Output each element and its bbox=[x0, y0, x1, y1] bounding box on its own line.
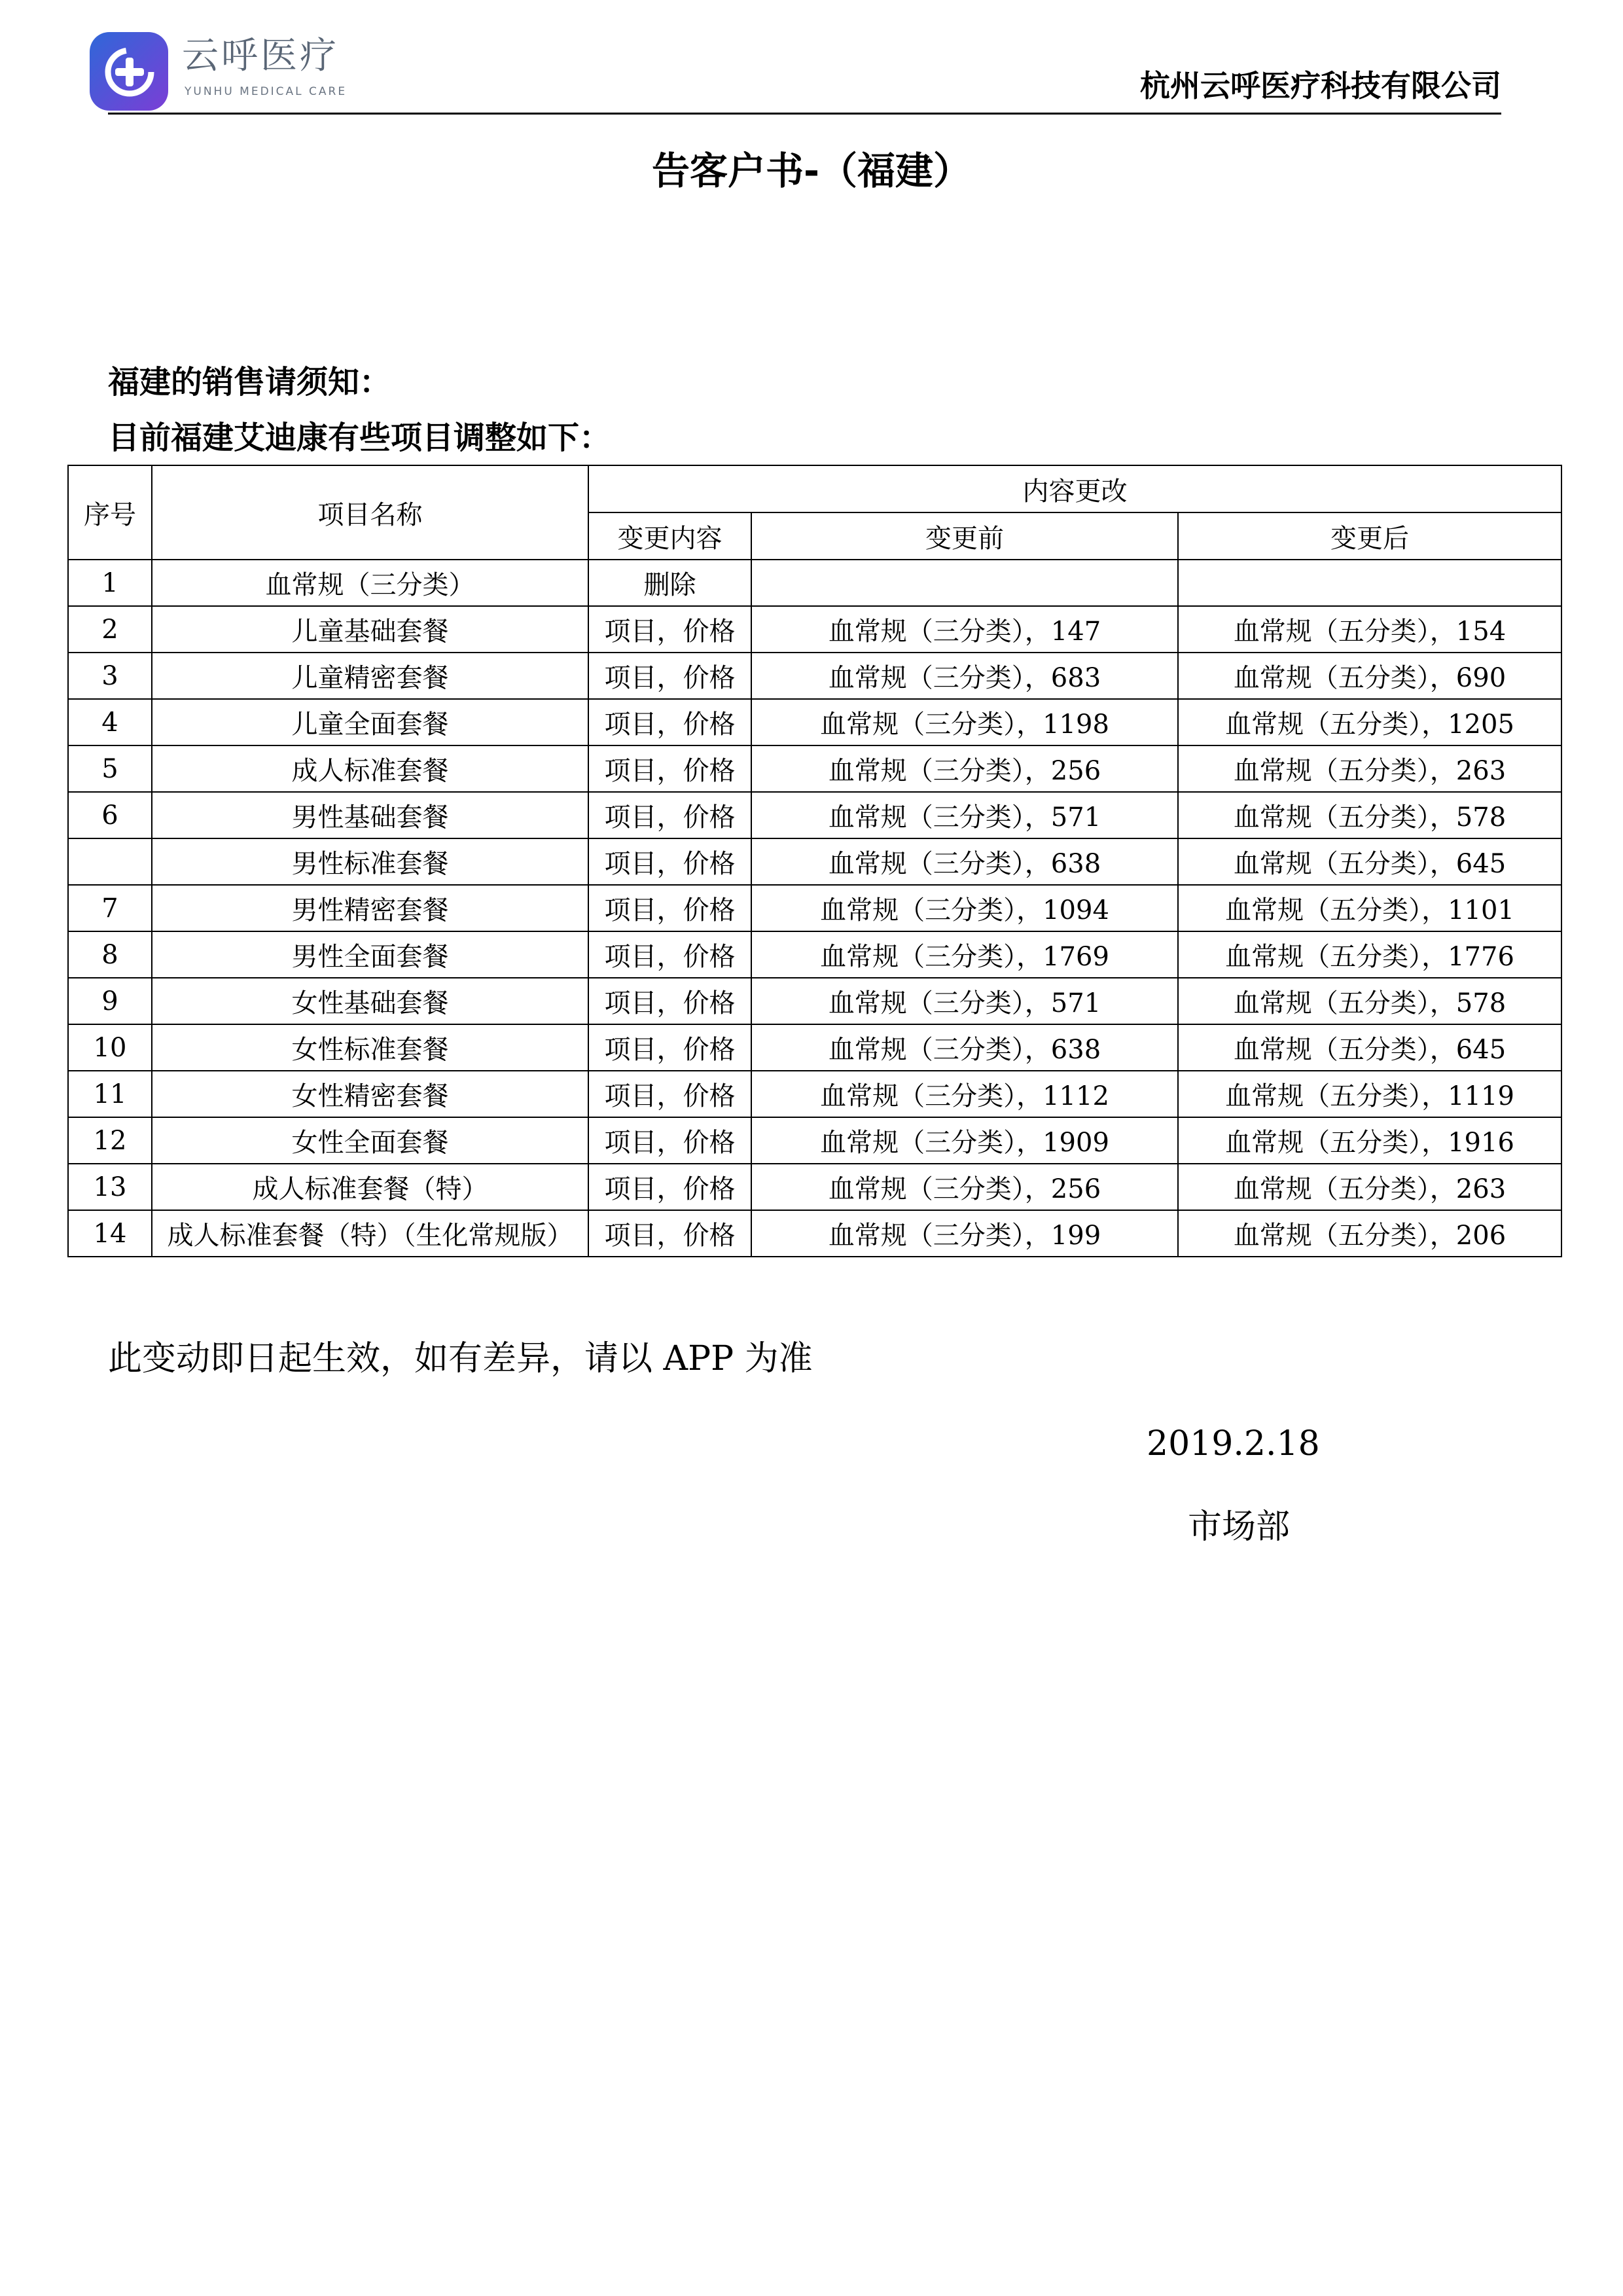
table-row bbox=[68, 792, 1561, 838]
cell-item-name: 成人标准套餐（特）（生化常规版） bbox=[152, 1210, 588, 1257]
document-title: 告客户书-（福建） bbox=[651, 149, 972, 193]
cell-before: 血常规（三分类），1909 bbox=[751, 1117, 1178, 1164]
cell-before: 血常规（三分类），1112 bbox=[751, 1071, 1178, 1117]
table-row bbox=[68, 978, 1561, 1024]
header-divider bbox=[108, 113, 1501, 115]
cell-before: 血常规（三分类），256 bbox=[751, 1164, 1178, 1210]
cell-after: 血常规（五分类），690 bbox=[1178, 653, 1561, 699]
cell-item-name: 男性基础套餐 bbox=[152, 792, 588, 838]
cell-change-content: 项目，价格 bbox=[588, 699, 751, 745]
logo-text-en: YUNHU MEDICAL CARE bbox=[185, 85, 348, 98]
cell-item-name: 血常规（三分类） bbox=[152, 560, 588, 606]
table-row bbox=[68, 653, 1561, 699]
cell-index: 12 bbox=[68, 1117, 152, 1164]
table-row bbox=[68, 838, 1561, 885]
logo-text-cn: 云呼医疗 bbox=[182, 35, 339, 77]
table-row bbox=[68, 606, 1561, 653]
cell-item-name: 儿童基础套餐 bbox=[152, 606, 588, 653]
cell-before: 血常规（三分类），638 bbox=[751, 838, 1178, 885]
cell-change-content: 项目，价格 bbox=[588, 1117, 751, 1164]
cell-index: 13 bbox=[68, 1164, 152, 1210]
cell-before: 血常规（三分类），638 bbox=[751, 1024, 1178, 1071]
department-signature: 市场部 bbox=[1188, 1507, 1291, 1547]
cell-change-content: 项目，价格 bbox=[588, 885, 751, 931]
cell-after: 血常规（五分类），263 bbox=[1178, 1164, 1561, 1210]
notice-line-2: 目前福建艾迪康有些项目调整如下： bbox=[108, 420, 611, 456]
cell-item-name: 男性全面套餐 bbox=[152, 931, 588, 978]
cell-index: 2 bbox=[68, 606, 152, 653]
header-before: 变更前 bbox=[751, 512, 1178, 560]
cell-after bbox=[1178, 560, 1561, 606]
cell-after: 血常规（五分类），645 bbox=[1178, 838, 1561, 885]
cell-index: 6 bbox=[68, 792, 152, 838]
table-header-row bbox=[68, 465, 1561, 512]
cell-index bbox=[68, 838, 152, 885]
cell-change-content: 项目，价格 bbox=[588, 1210, 751, 1257]
table-row bbox=[68, 885, 1561, 931]
cell-change-content: 项目，价格 bbox=[588, 1071, 751, 1117]
table-row bbox=[68, 931, 1561, 978]
cell-item-name: 儿童全面套餐 bbox=[152, 699, 588, 745]
table-row bbox=[68, 1024, 1561, 1071]
cell-change-content: 删除 bbox=[588, 560, 751, 606]
cell-before bbox=[751, 560, 1178, 606]
cell-before: 血常规（三分类），571 bbox=[751, 792, 1178, 838]
cell-before: 血常规（三分类），571 bbox=[751, 978, 1178, 1024]
table-row bbox=[68, 1071, 1561, 1117]
cell-change-content: 项目，价格 bbox=[588, 1164, 751, 1210]
cell-change-content: 项目，价格 bbox=[588, 931, 751, 978]
cell-item-name: 女性全面套餐 bbox=[152, 1117, 588, 1164]
cell-item-name: 男性标准套餐 bbox=[152, 838, 588, 885]
cell-item-name: 成人标准套餐（特） bbox=[152, 1164, 588, 1210]
cell-index: 10 bbox=[68, 1024, 152, 1071]
cell-change-content: 项目，价格 bbox=[588, 1024, 751, 1071]
cell-before: 血常规（三分类），256 bbox=[751, 745, 1178, 792]
cell-index: 9 bbox=[68, 978, 152, 1024]
cell-change-content: 项目，价格 bbox=[588, 653, 751, 699]
table-row bbox=[68, 1164, 1561, 1210]
cell-item-name: 女性标准套餐 bbox=[152, 1024, 588, 1071]
cell-after: 血常规（五分类），154 bbox=[1178, 606, 1561, 653]
cell-index: 3 bbox=[68, 653, 152, 699]
cell-item-name: 女性基础套餐 bbox=[152, 978, 588, 1024]
table-row bbox=[68, 699, 1561, 745]
cell-after: 血常规（五分类），1916 bbox=[1178, 1117, 1561, 1164]
cell-after: 血常规（五分类），1205 bbox=[1178, 699, 1561, 745]
cell-change-content: 项目，价格 bbox=[588, 978, 751, 1024]
cell-index: 8 bbox=[68, 931, 152, 978]
cell-change-content: 项目，价格 bbox=[588, 792, 751, 838]
cell-after: 血常规（五分类），578 bbox=[1178, 792, 1561, 838]
cell-index: 11 bbox=[68, 1071, 152, 1117]
cell-after: 血常规（五分类），1776 bbox=[1178, 931, 1561, 978]
header-change-group: 内容更改 bbox=[588, 465, 1561, 512]
cell-after: 血常规（五分类），578 bbox=[1178, 978, 1561, 1024]
cell-after: 血常规（五分类），1101 bbox=[1178, 885, 1561, 931]
cell-index: 1 bbox=[68, 560, 152, 606]
cell-change-content: 项目，价格 bbox=[588, 745, 751, 792]
header-change-content: 变更内容 bbox=[588, 512, 751, 560]
company-name: 杭州云呼医疗科技有限公司 bbox=[1140, 68, 1501, 103]
cell-before: 血常规（三分类），147 bbox=[751, 606, 1178, 653]
effective-notice: 此变动即日起生效，如有差异，请以 APP 为准 bbox=[108, 1339, 813, 1378]
cell-index: 14 bbox=[68, 1210, 152, 1257]
table-row bbox=[68, 560, 1561, 606]
cell-before: 血常规（三分类），1094 bbox=[751, 885, 1178, 931]
yunhu-logo-icon bbox=[88, 30, 170, 113]
cell-after: 血常规（五分类），645 bbox=[1178, 1024, 1561, 1071]
table-row bbox=[68, 1117, 1561, 1164]
cell-item-name: 女性精密套餐 bbox=[152, 1071, 588, 1117]
cell-after: 血常规（五分类），1119 bbox=[1178, 1071, 1561, 1117]
cell-before: 血常规（三分类），683 bbox=[751, 653, 1178, 699]
table-row bbox=[68, 745, 1561, 792]
header-index: 序号 bbox=[68, 465, 152, 560]
cell-before: 血常规（三分类），1198 bbox=[751, 699, 1178, 745]
cell-index: 4 bbox=[68, 699, 152, 745]
cell-item-name: 男性精密套餐 bbox=[152, 885, 588, 931]
header-after: 变更后 bbox=[1178, 512, 1561, 560]
cell-index: 5 bbox=[68, 745, 152, 792]
cell-after: 血常规（五分类），263 bbox=[1178, 745, 1561, 792]
cell-before: 血常规（三分类），1769 bbox=[751, 931, 1178, 978]
header-name: 项目名称 bbox=[152, 465, 588, 560]
cell-item-name: 儿童精密套餐 bbox=[152, 653, 588, 699]
cell-before: 血常规（三分类），199 bbox=[751, 1210, 1178, 1257]
cell-change-content: 项目，价格 bbox=[588, 838, 751, 885]
cell-item-name: 成人标准套餐 bbox=[152, 745, 588, 792]
table-row bbox=[68, 1210, 1561, 1257]
cell-after: 血常规（五分类），206 bbox=[1178, 1210, 1561, 1257]
cell-change-content: 项目，价格 bbox=[588, 606, 751, 653]
notice-date: 2019.2.18 bbox=[1147, 1424, 1320, 1463]
price-change-table bbox=[67, 465, 1562, 1257]
cell-index: 7 bbox=[68, 885, 152, 931]
notice-line-1: 福建的销售请须知： bbox=[108, 364, 391, 401]
